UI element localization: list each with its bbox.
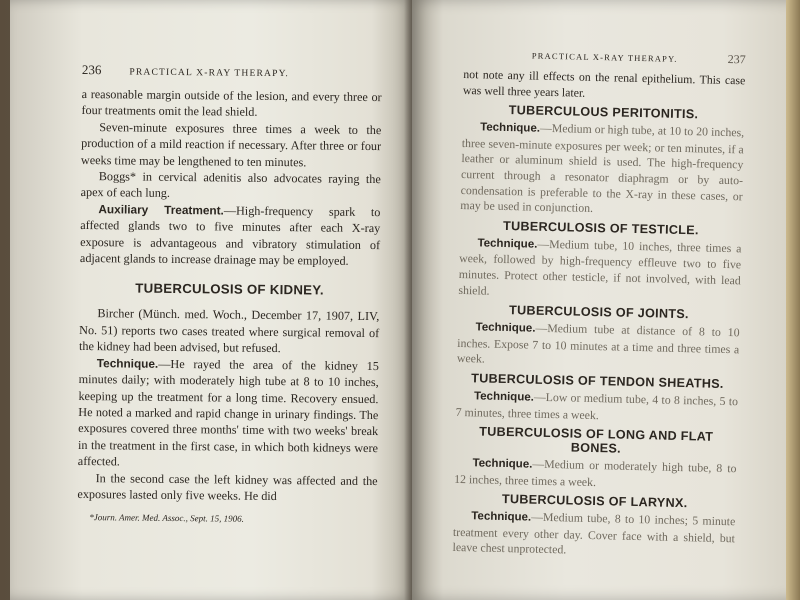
paragraph	[80, 201, 381, 270]
paragraph: In the second case the left kidney was affected and the exposures lasted only five weeks. He did	[77, 470, 378, 504]
technique-lead: Technique.	[475, 321, 536, 335]
paragraph-body: —High-frequency spark to affected glands two to five minutes after each X-ray exposure is advantageous and vibratory stimulation of adjacent glands to increase drainage may be employed.	[79, 203, 381, 268]
right-page	[412, 0, 800, 600]
section-heading: TUBERCULOUS PERITONITIS.	[508, 103, 699, 122]
paragraph-body: —Medium tube at distance of 8 to 10 inches. Expose 7 to 10 minutes at a time and three times a week.	[456, 320, 740, 366]
technique-lead: Technique.	[480, 121, 541, 135]
left-page-number: 236	[81, 62, 102, 78]
paragraph-body: —Medium tube, 8 to 10 inches; 5 minute treatment every other day. Cover face with a shield, but leave chest unprotected.	[452, 509, 736, 557]
section-heading-kidney: TUBERCULOSIS OF KIDNEY.	[135, 281, 324, 299]
section-heading: TUBERCULOSIS OF LARYNX.	[501, 492, 688, 511]
paragraph	[454, 455, 737, 494]
paragraph: not note any ill effects on the renal epithelium. This case was well three years later.	[462, 66, 746, 100]
paragraph	[457, 319, 740, 373]
section-heading: TUBERCULOSIS OF TESTICLE.	[502, 218, 699, 238]
left-page-text	[77, 62, 382, 525]
auxiliary-treatment-lead: Auxiliary Treatment.	[98, 202, 224, 218]
technique-lead: Technique.	[472, 457, 533, 471]
paragraph: a reasonable margin outside of the lesion, and every three or four treatments omit the lead shield.	[81, 86, 382, 120]
book-edge	[786, 0, 800, 600]
paragraph-body: —Medium tube, 10 inches, three times a week, followed by high-frequency effleuve two to five minutes. Protect other testicle, if not involved, with lead shield.	[458, 236, 742, 298]
section-heading: TUBERCULOSIS OF JOINTS.	[508, 303, 689, 322]
paragraph	[452, 508, 735, 562]
paragraph: Boggs* in cervical adenitis also advocates raying the apex of each lung.	[80, 169, 381, 201]
footnote: *Journ. Amer. Med. Assoc., Sept. 15, 1906.	[89, 512, 244, 525]
technique-lead: Technique.	[477, 237, 538, 251]
paragraph-body: —Medium or high tube, at 10 to 20 inches, three seven-minute exposures per week; or ten minutes, if a leather or aluminum shield is used. The high-frequency current through a resonator diaphragm or by auto-condensation is preferable to the X-ray in these cases, or may be used in conjunction.	[460, 120, 745, 216]
paragraph	[458, 235, 741, 305]
paragraph	[460, 119, 744, 220]
right-running-head	[532, 48, 746, 68]
left-running-title: PRACTICAL X-RAY THERAPY.	[129, 67, 290, 80]
right-page-number: 237	[727, 51, 746, 67]
left-running-head	[82, 62, 382, 81]
paragraph: Bircher (Münch. med. Woch., December 17, 1907, LIV, No. 51) reports two cases treated where surgical removal of the kidney had been advised, but refused.	[78, 306, 380, 356]
paragraph	[78, 355, 379, 473]
section-heading: TUBERCULOSIS OF LONG AND FLAT BONES.	[479, 424, 714, 456]
paragraph-body: —He rayed the area of the kidney 15 minutes daily; with moderately high tube at 8 to 10 inches, keeping up the treatment for a long time. Recovery ensued. He noted a marked and rapid change in urinary findings. The exposures covered three months' time with two weeks' break in the treatment in the first case, in which both kidneys were affected.	[77, 356, 379, 469]
technique-lead: Technique.	[96, 355, 159, 371]
technique-lead: Technique.	[473, 390, 535, 404]
paragraph: Seven-minute exposures three times a week to the production of a mild reaction if necessary. After three or four weeks time may be lengthened to ten minutes.	[80, 119, 382, 169]
right-page-text	[452, 46, 745, 562]
left-page	[10, 0, 412, 600]
paragraph-body: —Medium or moderately high tube, 8 to 12 inches, three times a week.	[454, 456, 737, 489]
section-heading: TUBERCULOSIS OF TENDON SHEATHS.	[471, 371, 724, 391]
technique-lead: Technique.	[471, 510, 532, 524]
paragraph	[456, 388, 739, 427]
paragraph-body: —Low or medium tube, 4 to 8 inches, 5 to 7 minutes, three times a week.	[455, 389, 739, 422]
right-running-title: PRACTICAL X-RAY THERAPY.	[531, 50, 678, 64]
